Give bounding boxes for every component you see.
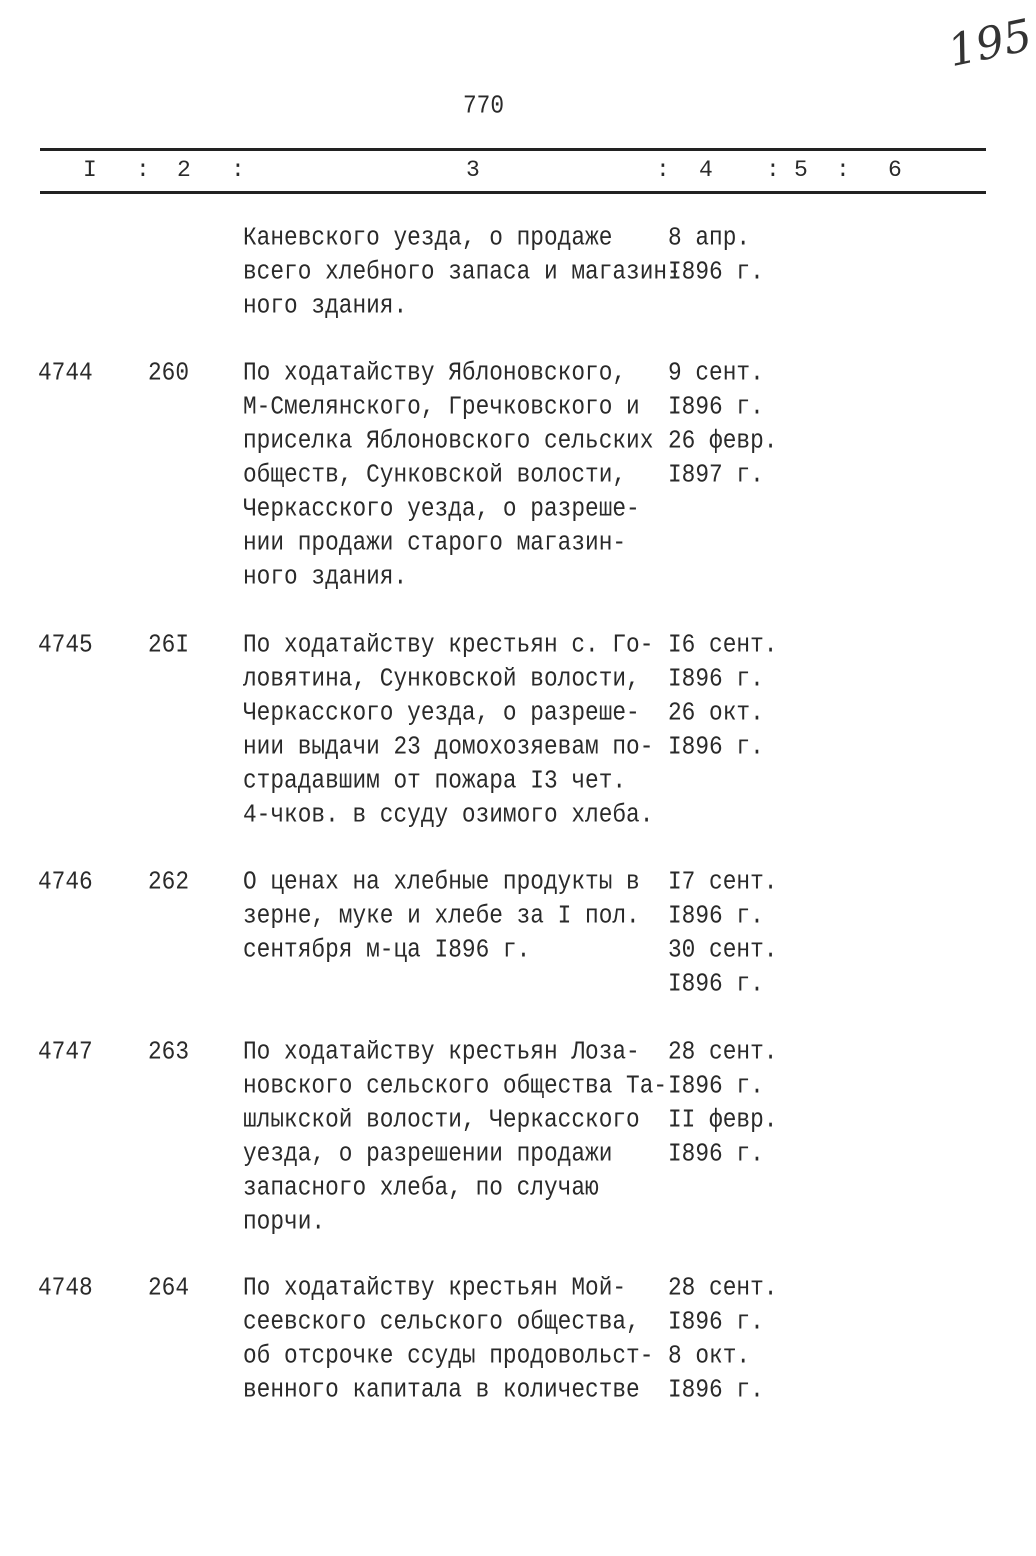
description-line: страдавшим от пожара I3 чет. [243, 766, 627, 796]
description-line: Каневского уезда, о продаже [243, 223, 613, 253]
description-line: М-Смелянского, Гречковского и [243, 392, 640, 422]
column-2-label: 2 [177, 157, 191, 183]
column-separator: : [136, 157, 150, 183]
date-line: 26 февр. [668, 426, 778, 456]
description-line: сентября м-ца I896 г. [243, 935, 531, 965]
date-line: 28 сент. [668, 1273, 778, 1303]
description-line: ного здания. [243, 291, 408, 321]
column-6-label: 6 [888, 157, 902, 183]
date-line: I896 г. [668, 1307, 764, 1337]
entry-description [243, 1035, 667, 1239]
entry-number: 4744 [38, 358, 93, 388]
description-line: порчи. [243, 1207, 326, 1237]
entry-dates [668, 1035, 777, 1171]
description-line: ного здания. [243, 562, 408, 592]
description-line: сеевского сельского общества, [243, 1307, 640, 1337]
description-line: 4-чков. в ссуду озимого хлеба. [243, 800, 654, 830]
date-line: I896 г. [668, 664, 764, 694]
case-number: 262 [148, 867, 190, 897]
date-line: 30 сент. [668, 935, 778, 965]
handwritten-folio-number: 195 [943, 9, 1036, 78]
column-separator: : [766, 157, 780, 183]
entry-dates [668, 221, 764, 289]
entry-dates [668, 1271, 777, 1407]
description-line: новского сельского общества Та- [243, 1071, 668, 1101]
date-line: I896 г. [668, 257, 764, 287]
description-line: По ходатайству крестьян Лоза- [243, 1037, 640, 1067]
entry-dates [668, 356, 777, 492]
date-line: 28 сент. [668, 1037, 778, 1067]
case-number: 263 [148, 1037, 190, 1067]
entry-dates [668, 628, 777, 764]
description-line: об отсрочке ссуды продовольст- [243, 1341, 654, 1371]
column-3-label: 3 [466, 157, 480, 183]
description-line: уезда, о разрешении продажи [243, 1139, 613, 1169]
entry-description [243, 221, 681, 323]
date-line: I6 сент. [668, 630, 778, 660]
description-line: запасного хлеба, по случаю [243, 1173, 599, 1203]
date-line: I896 г. [668, 392, 764, 422]
header-top-rule [40, 148, 986, 151]
date-line: I896 г. [668, 969, 764, 999]
date-line: I7 сент. [668, 867, 778, 897]
description-line: нии продажи старого магазин- [243, 528, 627, 558]
column-separator: : [656, 157, 670, 183]
date-line: 9 сент. [668, 358, 764, 388]
description-line: По ходатайству крестьян Мой- [243, 1273, 627, 1303]
case-number: 264 [148, 1273, 190, 1303]
description-line: обществ, Сунковской волости, [243, 460, 627, 490]
date-line: 8 апр. [668, 223, 751, 253]
column-1-label: I [83, 157, 97, 183]
case-number: 26I [148, 630, 190, 660]
column-4-label: 4 [699, 157, 713, 183]
entry-description [243, 865, 640, 967]
date-line: I896 г. [668, 1375, 764, 1405]
entry-description [243, 356, 653, 594]
description-line: зерне, муке и хлебе за I пол. [243, 901, 640, 931]
description-line: венного капитала в количестве [243, 1375, 640, 1405]
description-line: По ходатайству крестьян с. Го- [243, 630, 654, 660]
entry-number: 4748 [38, 1273, 93, 1303]
date-line: I897 г. [668, 460, 764, 490]
entry-number: 4746 [38, 867, 93, 897]
date-line: 8 окт. [668, 1341, 751, 1371]
header-bottom-rule [40, 191, 986, 194]
entry-dates [668, 865, 777, 1001]
entry-number: 4745 [38, 630, 93, 660]
date-line: I896 г. [668, 1139, 764, 1169]
date-line: II февр. [668, 1105, 778, 1135]
description-line: приселка Яблоновского сельских [243, 426, 654, 456]
entry-description [243, 1271, 653, 1407]
description-line: Черкасского уезда, о разреше- [243, 698, 640, 728]
description-line: ловятина, Сунковской волости, [243, 664, 640, 694]
case-number: 260 [148, 358, 190, 388]
entry-description [243, 628, 653, 832]
date-line: I896 г. [668, 1071, 764, 1101]
entry-number: 4747 [38, 1037, 93, 1067]
description-line: По ходатайству Яблоновского, [243, 358, 627, 388]
page-number: 770 [463, 91, 505, 121]
description-line: всего хлебного запаса и магазин- [243, 257, 681, 287]
date-line: I896 г. [668, 732, 764, 762]
column-separator: : [836, 157, 850, 183]
description-line: шлыкской волости, Черкасского [243, 1105, 640, 1135]
column-5-label: 5 [794, 157, 808, 183]
description-line: О ценах на хлебные продукты в [243, 867, 640, 897]
description-line: Черкасского уезда, о разреше- [243, 494, 640, 524]
description-line: нии выдачи 23 домохозяевам по- [243, 732, 654, 762]
date-line: 26 окт. [668, 698, 764, 728]
column-separator: : [231, 157, 245, 183]
date-line: I896 г. [668, 901, 764, 931]
